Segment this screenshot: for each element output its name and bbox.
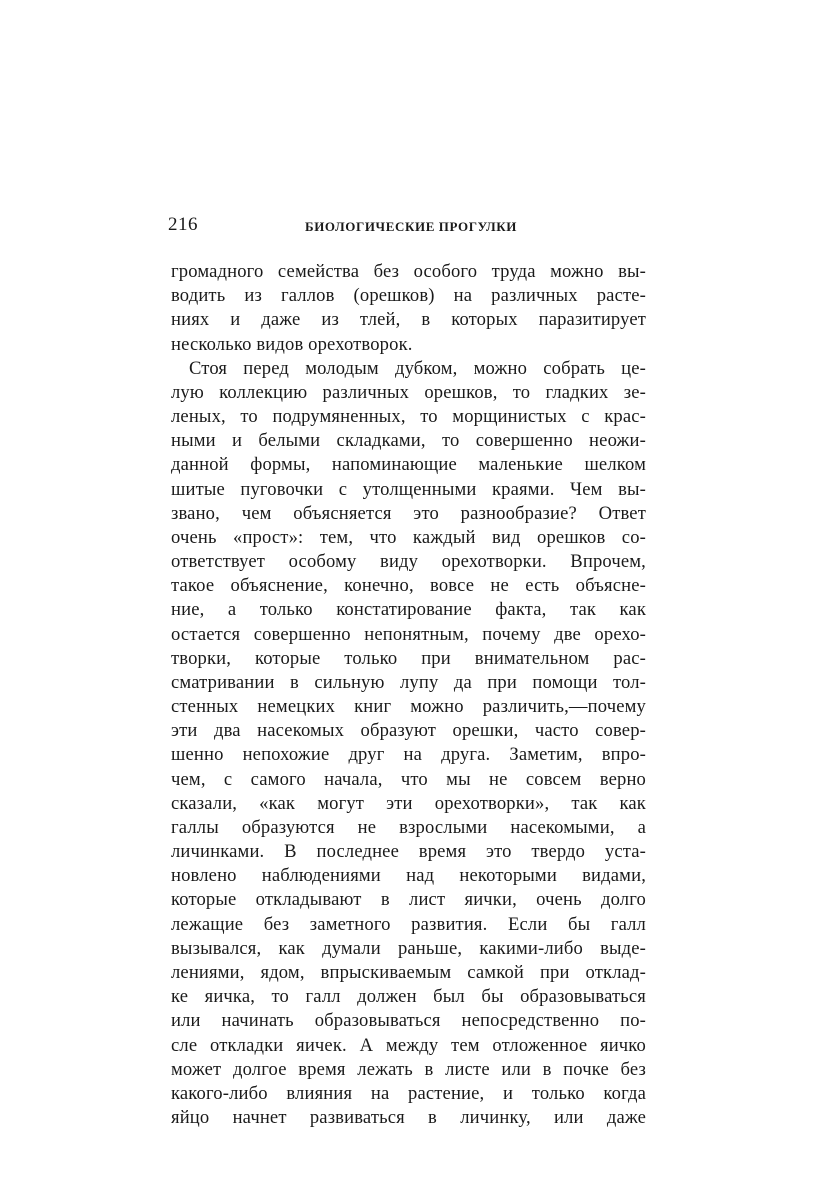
text-line: данной формы, напоминающие маленькие шелком <box>171 454 646 476</box>
text-line: лую коллекцию различных орешков, то гладких зе- <box>171 381 646 403</box>
text-line: галлы образуются не взрослыми насекомыми, а <box>171 816 646 838</box>
text-line: ние, а только констатирование факта, так как <box>171 599 646 621</box>
text-line: водить из галлов (орешков) на различных расте- <box>171 285 646 307</box>
text-line: леных, то подрумяненных, то морщинистых с крас- <box>171 406 646 428</box>
text-line: шитые пуговочки с утолщенными краями. Чем вы- <box>171 478 646 500</box>
text-line: такое объяснение, конечно, вовсе не есть объясне- <box>171 575 646 597</box>
text-line: несколько видов орехотворок. <box>171 333 413 355</box>
running-title: БИОЛОГИЧЕСКИЕ ПРОГУЛКИ <box>305 219 518 234</box>
text-line: яйцо начнет развиваться в личинку, или даже <box>171 1107 646 1129</box>
text-line: лежащие без заметного развития. Если бы галл <box>171 913 646 935</box>
text-line: шенно непохожие друг на друга. Заметим, впро- <box>171 744 646 766</box>
text-line: какого-либо влияния на растение, и только когда <box>171 1082 646 1104</box>
text-line: ными и белыми складками, то совершенно неожи- <box>171 430 646 452</box>
text-line: громадного семейства без особого труда можно вы- <box>171 261 646 282</box>
text-line: сказали, «как могут эти орехотворки», так как <box>171 792 646 814</box>
text-line: ответствует особому виду орехотворки. Впрочем, <box>171 551 646 573</box>
text-line: ке яичка, то галл должен был бы образовываться <box>171 986 646 1008</box>
text-line: стенных немецких книг можно различить,—почему <box>171 696 646 718</box>
text-line: очень «прост»: тем, что каждый вид орешков со- <box>171 526 646 548</box>
text-line: чем, с самого начала, что мы не совсем верно <box>171 768 646 790</box>
page-header <box>168 214 646 238</box>
text-line: звано, чем объясняется это разнообразие? Ответ <box>171 502 646 524</box>
text-line: новлено наблюдениями над некоторыми видами, <box>171 865 646 887</box>
text-line: лениями, ядом, впрыскиваемым самкой при отклад- <box>171 961 646 983</box>
text-line: может долгое время лежать в листе или в почке без <box>171 1058 646 1080</box>
text-line: личинками. В последнее время это твердо уста- <box>171 841 646 863</box>
text-line: сле откладки яичек. А между тем отложенное яичко <box>171 1034 646 1056</box>
text-line: остается совершенно непонятным, почему две орехо- <box>171 623 646 645</box>
text-line: творки, которые только при внимательном рас- <box>171 647 646 669</box>
text-line: эти два насекомых образуют орешки, часто совер- <box>171 720 646 742</box>
text-line: ниях и даже из тлей, в которых паразитирует <box>171 309 646 331</box>
text-line: сматривании в сильную лупу да при помощи тол- <box>171 671 646 693</box>
text-line: которые откладывают в лист яички, очень долго <box>171 889 646 911</box>
body-text <box>171 260 646 1130</box>
page-number: 216 <box>168 214 198 235</box>
text-line: или начинать образовываться непосредственно по- <box>171 1010 646 1032</box>
text-line: вызывался, как думали раньше, какими-либо выде- <box>171 937 646 959</box>
text-line: Стоя перед молодым дубком, можно собрать це- <box>189 357 646 379</box>
